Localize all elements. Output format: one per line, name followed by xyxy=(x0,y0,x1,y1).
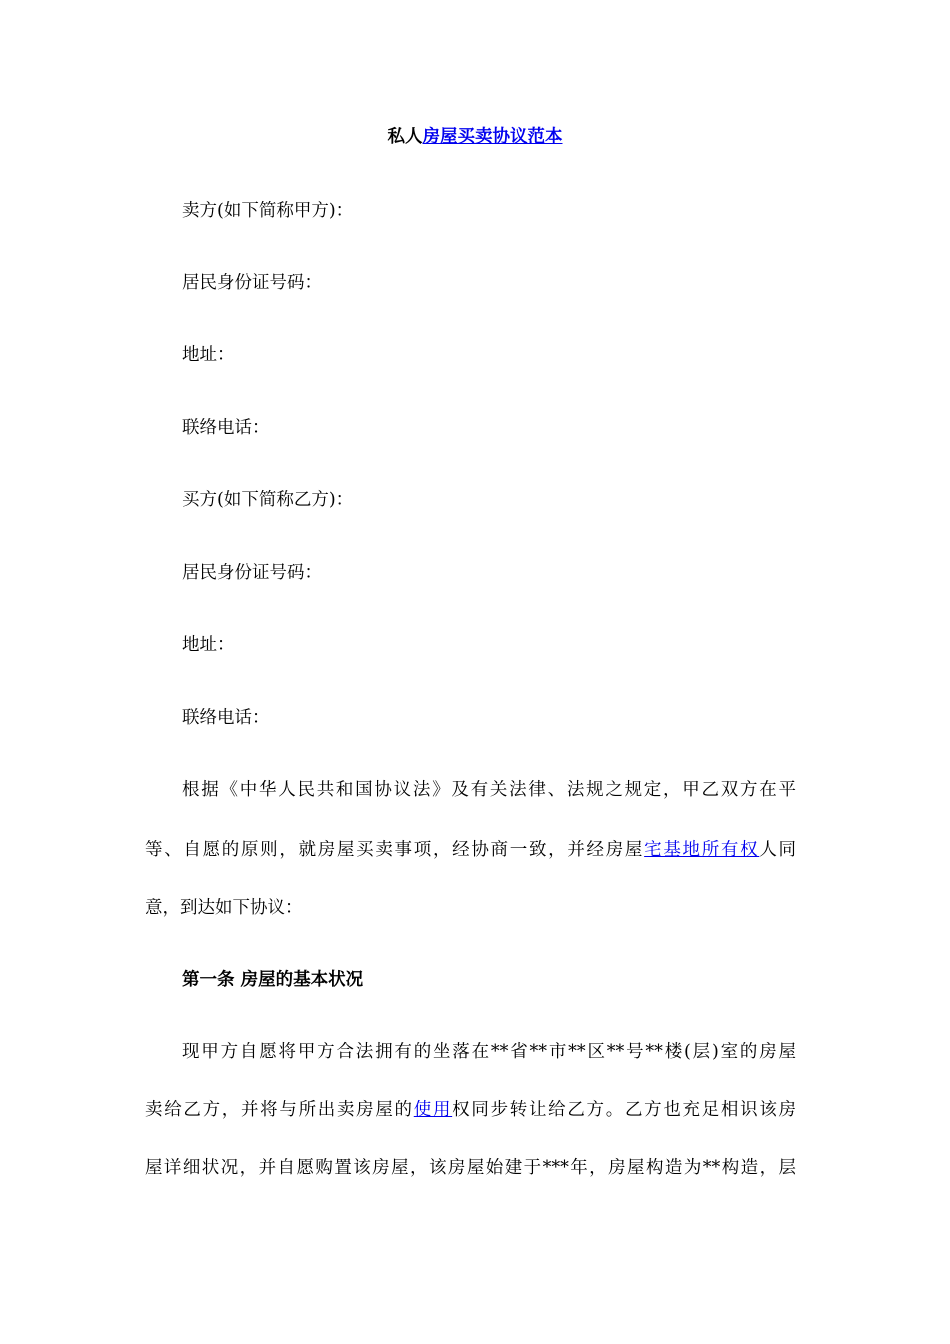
preamble-line-2 xyxy=(145,839,796,861)
seller-address-label: 地址： xyxy=(182,345,235,365)
preamble-line-1: 根据《中华人民共和国协议法》及有关法律、法规之规定，甲乙双方在平 xyxy=(182,780,796,800)
buyer-id-label: 居民身份证号码： xyxy=(182,563,322,583)
homestead-ownership-link[interactable]: 宅基地所有权 xyxy=(644,840,760,860)
seller-id-label: 居民身份证号码： xyxy=(182,273,322,293)
seller-label: 卖方(如下简称甲方)： xyxy=(182,201,354,221)
document-title xyxy=(0,126,950,148)
article-1-heading: 第一条 房屋的基本状况 xyxy=(182,970,364,990)
buyer-address-label: 地址： xyxy=(182,635,235,655)
seller-phone-label: 联络电话： xyxy=(182,418,270,438)
buyer-label: 买方(如下简称乙方)： xyxy=(182,490,354,510)
article-1-line-2-text: 卖给乙方，并将与所出卖房屋的 xyxy=(145,1100,414,1120)
usage-link[interactable]: 使用 xyxy=(413,1100,453,1120)
preamble-line-3: 意，到达如下协议： xyxy=(145,898,303,918)
title-prefix: 私人 xyxy=(387,127,423,147)
article-1-line-3: 屋详细状况，并自愿购置该房屋，该房屋始建于***年，房屋构造为**构造，层 xyxy=(145,1158,796,1178)
article-1-line-2-tail: 权同步转让给乙方。乙方也充足相识该房 xyxy=(452,1100,797,1120)
article-1-line-2 xyxy=(145,1099,796,1121)
preamble-line-2-text: 等、自愿的原则，就房屋买卖事项，经协商一致，并经房屋 xyxy=(145,840,645,860)
article-1-line-1: 现甲方自愿将甲方合法拥有的坐落在**省**市**区**号**楼(层)室的房屋 xyxy=(182,1042,796,1062)
title-link[interactable]: 房屋买卖协议范本 xyxy=(422,127,563,147)
preamble-line-2-tail: 人同 xyxy=(759,840,797,860)
buyer-phone-label: 联络电话： xyxy=(182,708,270,728)
